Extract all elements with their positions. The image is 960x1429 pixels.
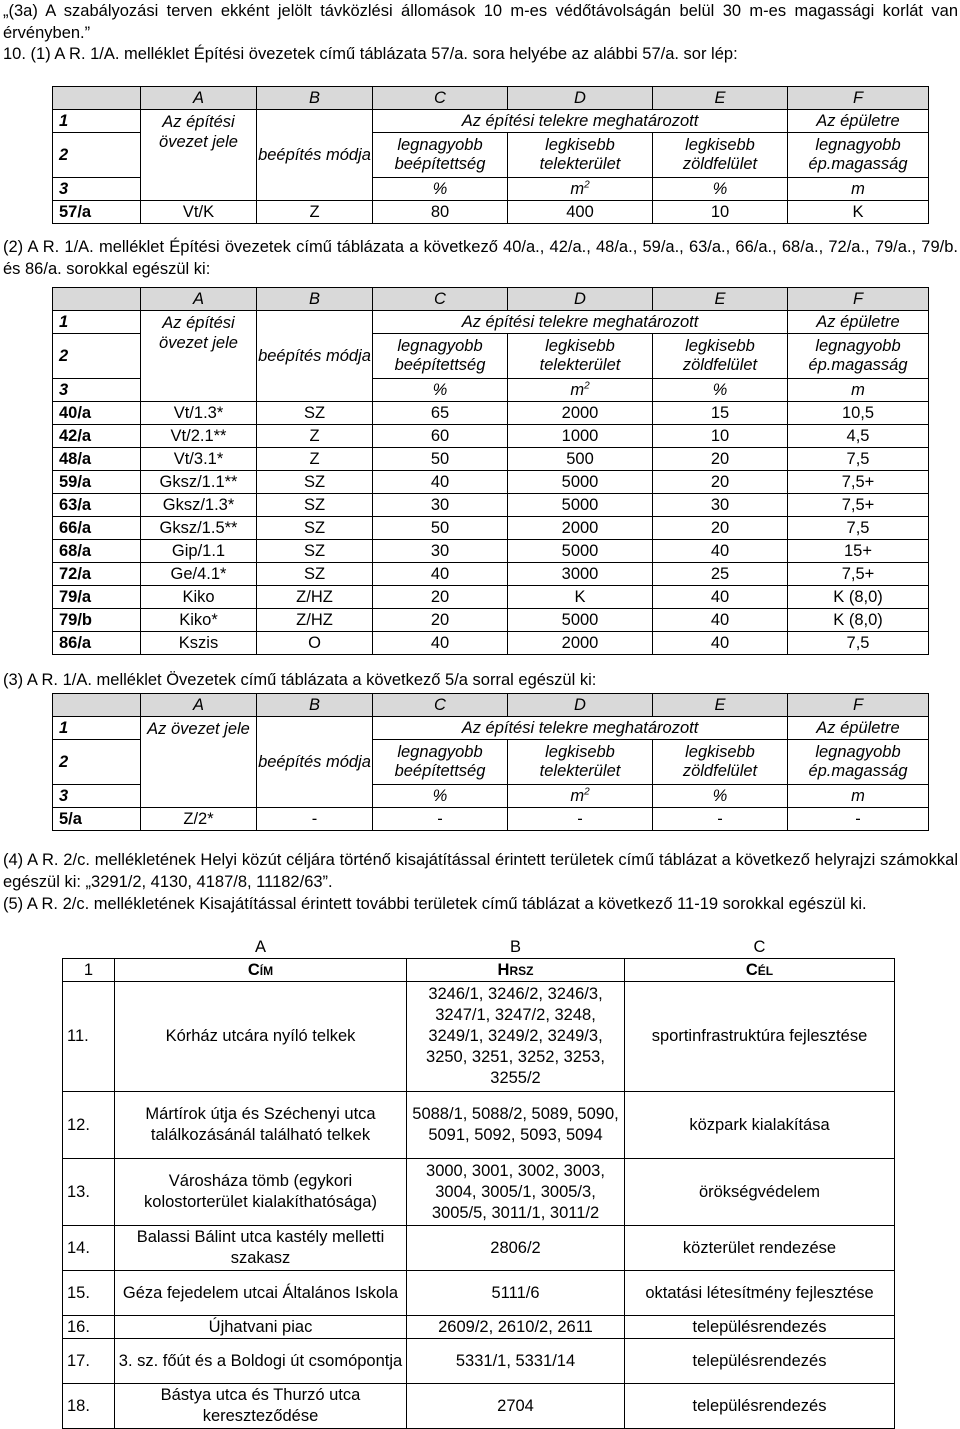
min-plot-area-header: legkisebb telekterület (508, 133, 653, 178)
col-f-header: F (788, 87, 929, 110)
paragraph-10-5: (5) A R. 2/c. mellékletének Kisajátítással érintett további területek című táblázat a következő 11-19 sorokkal egészül ki. (3, 895, 867, 913)
row-number: 1 (63, 959, 115, 982)
build-mode-header: beépítés módja (257, 110, 373, 201)
table-row: 42/a Vt/2.1** Z 60 1000 10 4,5 (53, 425, 929, 448)
paragraph-10-4: (4) A R. 2/c. mellékletének Helyi közút céljára történő kisajátítással érintett területek című táblázat a következő helyrajzi számokkal egészül ki: „3291/2, 4130, 4187/8, 11182/63”. (3, 851, 958, 891)
paragraph-10-3: (3) A R. 1/A. melléklet Övezetek című táblázata a következő 5/a sorral egészül ki: (3, 671, 597, 689)
max-coverage-header: legnagyobb beépítettség (373, 133, 508, 178)
table-row: 79/a Kiko Z/HZ 20 K 40 K (8,0) (53, 586, 929, 609)
column-letter-row (53, 87, 929, 110)
paragraph-10-1: 10. (1) A R. 1/A. melléklet Építési övezetek című táblázata 57/a. sora helyébe az alábbi 57/a. sor lép: (3, 45, 738, 63)
expropriation-table (62, 936, 895, 1429)
table-row: 15. Géza fejedelem utcai Általános Iskola 5111/6 oktatási létesítmény fejlesztése (63, 1271, 895, 1316)
table-row: 63/a Gksz/1.3* SZ 30 5000 30 7,5+ (53, 494, 929, 517)
row-number: 3 (53, 178, 141, 201)
table-row: 17. 3. sz. főút és a Boldogi út csomópontja 5331/1, 5331/14 településrendezés (63, 1339, 895, 1384)
col-b-header: B (257, 87, 373, 110)
table-row: 14. Balassi Bálint utca kastély melletti szakasz 2806/2 közterület rendezése (63, 1226, 895, 1271)
zone-label-header: Az építési övezet jele (141, 110, 257, 201)
table-row: 68/a Gip/1.1 SZ 30 5000 40 15+ (53, 540, 929, 563)
table-row: 40/a Vt/1.3* SZ 65 2000 15 10,5 (53, 402, 929, 425)
column-letter-row: A B C D E F (53, 288, 929, 311)
table-row: 48/a Vt/3.1* Z 50 500 20 7,5 (53, 448, 929, 471)
table-row: 18. Bástya utca és Thurzó utca kereszteződése 2704 településrendezés (63, 1384, 895, 1429)
unit-percent: % (653, 178, 788, 201)
table-row: 86/a Kszis O 40 2000 40 7,5 (53, 632, 929, 655)
table-row: 13. Városháza tömb (egykori kolostorterület kialakíthatósága) 3000, 3001, 3002, 3003, 3004, 3005/1, 3005/3, 3005/5, 3011/1, 3011/2 örökségvédelem (63, 1159, 895, 1226)
table-row: 79/b Kiko* Z/HZ 20 5000 40 K (8,0) (53, 609, 929, 632)
col-c-header: C (753, 937, 766, 956)
purpose-header: Cél (625, 959, 895, 982)
table-row: 11. Kórház utcára nyíló telkek 3246/1, 3246/2, 3246/3, 3247/1, 3247/2, 3248, 3249/1, 3249/2, 3249/3, 3250, 3251, 3252, 3253, 3255/2 sportinfrastruktúra fejlesztése (63, 982, 895, 1092)
table-row: 72/a Ge/4.1* SZ 40 3000 25 7,5+ (53, 563, 929, 586)
column-letter-row: A B C D E F (53, 694, 929, 717)
plot-group-header: Az építési telekre meghatározott (373, 110, 788, 133)
zone-table-57a (52, 86, 929, 224)
col-e-header: E (653, 87, 788, 110)
paragraph-10-2: (2) A R. 1/A. melléklet Építési övezetek című táblázata a következő 40/a., 42/a., 48/a., 59/a., 63/a., 66/a., 68/a., 72/a., 79/a., 79/b. és 86/a. sorokkal egészül ki: (3, 238, 958, 278)
zone-table-additions: A B C D E F 1 Az építési övezet jele beépítés módja Az építési telekre meghatározott Az épületre 2 legnagyobb beépítettség legkisebb telekterület legkisebb zöldfelület legnagyobb ép.magasság 3 % $m^2$ % m 40/a Vt/1.3* SZ 65 2000 15 10,5 42/a Vt/2.1** Z 60 1000 10 4,5 48/a Vt/3.1* Z 50 500 20 7,5 59/a Gksz/1.1** SZ 40 5000 20 7,5+ 63/a Gksz/1.3* SZ 30 5000 30 7,5+ 66/a Gksz/1.5** SZ 50 2000 20 7,5 68/a Gip/1.1 SZ 30 5000 40 15+ 72/a Ge/4.1* SZ 40 3000 25 7,5+ 79/a Kiko Z/HZ 20 K 40 K (8,0) 79/b Kiko* Z/HZ 20 5000 40 K (8,0) 86/a Kszis O 40 2000 40 7,5 (52, 287, 929, 655)
table-row: 57/a Vt/K Z 80 400 10 K (53, 201, 929, 224)
max-height-header: legnagyobb ép.magasság (788, 133, 929, 178)
table-row: 12. Mártírok útja és Széchenyi utca találkozásánál található telkek 5088/1, 5088/2, 5089, 5090, 5091, 5092, 5093, 5094 közpark kialakítása (63, 1092, 895, 1159)
unit-meter: m (788, 178, 929, 201)
col-a-header: A (141, 87, 257, 110)
unit-percent: % (373, 178, 508, 201)
building-group-header: Az épületre (788, 110, 929, 133)
unit-square-meter: $m^2$ (508, 178, 653, 201)
address-header: Cím (115, 959, 407, 982)
paragraph-3a: „(3a) A szabályozási terven ekként jelölt távközlési állomások 10 m-es védőtávolságán belül 30 m-es magassági korlát van érvényben.” (3, 2, 958, 42)
col-a-header: A (254, 937, 266, 956)
table-row: 16. Újhatvani piac 2609/2, 2610/2, 2611 településrendezés (63, 1316, 895, 1339)
table-row: 59/a Gksz/1.1** SZ 40 5000 20 7,5+ (53, 471, 929, 494)
table-row: 66/a Gksz/1.5** SZ 50 2000 20 7,5 (53, 517, 929, 540)
table-row: 5/a Z/2* - - - - - (53, 808, 929, 831)
row-number: 1 (53, 110, 141, 133)
col-c-header: C (373, 87, 508, 110)
zone-table-5a: A B C D E F 1 Az övezet jele beépítés módja Az építési telekre meghatározott Az épületre 2 legnagyobb beépítettség legkisebb telekterület legkisebb zöldfelület legnagyobb ép.magasság 3 % $m^2$ % m 5/a Z/2* - - - - - (52, 693, 929, 831)
row-number: 2 (53, 133, 141, 178)
col-b-header: B (509, 937, 521, 956)
min-green-area-header: legkisebb zöldfelület (653, 133, 788, 178)
col-d-header: D (508, 87, 653, 110)
parcel-number-header: Hrsz (407, 959, 625, 982)
